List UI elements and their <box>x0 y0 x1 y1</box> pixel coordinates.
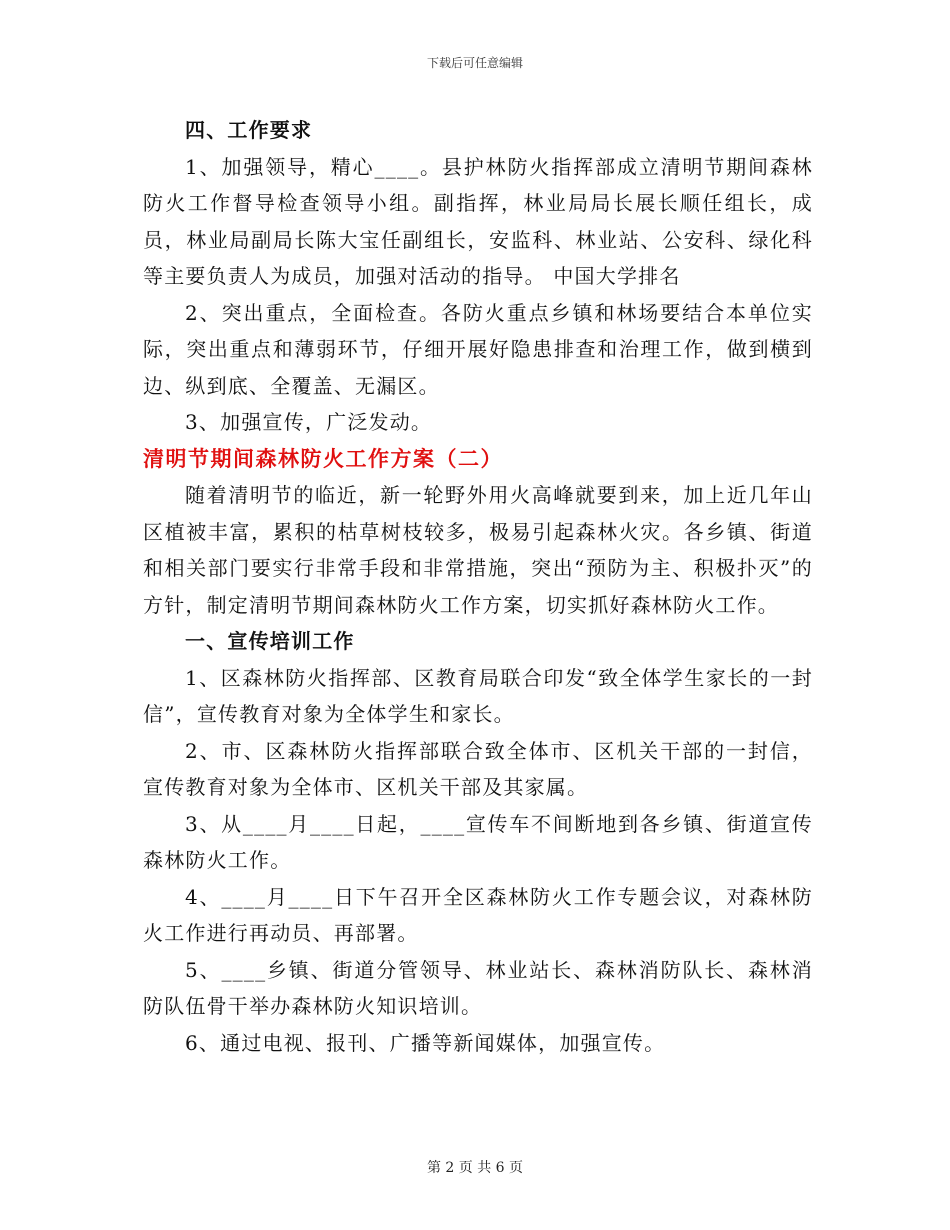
paragraph-publicity-4: 4、____月____日下午召开全区森林防火工作专题会议，对森林防火工作进行再动员、再部署。 <box>143 884 813 945</box>
paragraph-publicity-1: 1、区森林防火指挥部、区教育局联合印发“致全体学生家长的一封信”，宣传教育对象为全体学生和家长。 <box>143 665 813 726</box>
page-number: 第 2 页 共 6 页 <box>426 1160 524 1176</box>
page-header-note: 下载后可任意编辑 <box>426 56 523 70</box>
paragraph-publicity-2: 2、市、区森林防火指挥部联合致全体市、区机关干部的一封信，宣传教育对象为全体市、区机关干部及其家属。 <box>143 738 813 799</box>
paragraph-publicity-3: 3、从____月____日起，____宣传车不间断地到各乡镇、街道宣传森林防火工作。 <box>143 811 813 872</box>
document-title: 清明节期间森林防火工作方案（二） <box>143 445 503 471</box>
section-heading-publicity-training: 一、宣传培训工作 <box>185 629 355 653</box>
paragraph-requirement-1: 1、加强领导，精心____。县护林防火指挥部成立清明节期间森林防火工作督导检查领导小组。副指挥，林业局局长展长顺任组长，成员，林业局副局长陈大宝任副组长，安监科、林业站、公安科、绿化科等主要负责人为成员，加强对活动的指导。 中国大学排名 <box>143 154 813 288</box>
paragraph-requirement-3: 3、加强宣传，广泛发动。 <box>185 410 433 434</box>
paragraph-requirement-2: 2、突出重点，全面检查。各防火重点乡镇和林场要结合本单位实际，突出重点和薄弱环节，仔细开展好隐患排查和治理工作，做到横到边、纵到底、全覆盖、无漏区。 <box>143 300 813 398</box>
section-heading-work-requirements: 四、工作要求 <box>185 118 313 142</box>
document-body <box>143 112 813 1061</box>
paragraph-publicity-5: 5、____乡镇、街道分管领导、林业站长、森林消防队长、森林消防队伍骨干举办森林防火知识培训。 <box>143 957 813 1018</box>
paragraph-intro: 随着清明节的临近，新一轮野外用火高峰就要到来，加上近几年山区植被丰富，累积的枯草树枝较多，极易引起森林火灾。各乡镇、街道和相关部门要实行非常手段和非常措施，突出“预防为主、积极扑灭”的方针，制定清明节期间森林防火工作方案，切实抓好森林防火工作。 <box>143 483 813 617</box>
paragraph-publicity-6: 6、通过电视、报刊、广播等新闻媒体，加强宣传。 <box>185 1030 666 1055</box>
